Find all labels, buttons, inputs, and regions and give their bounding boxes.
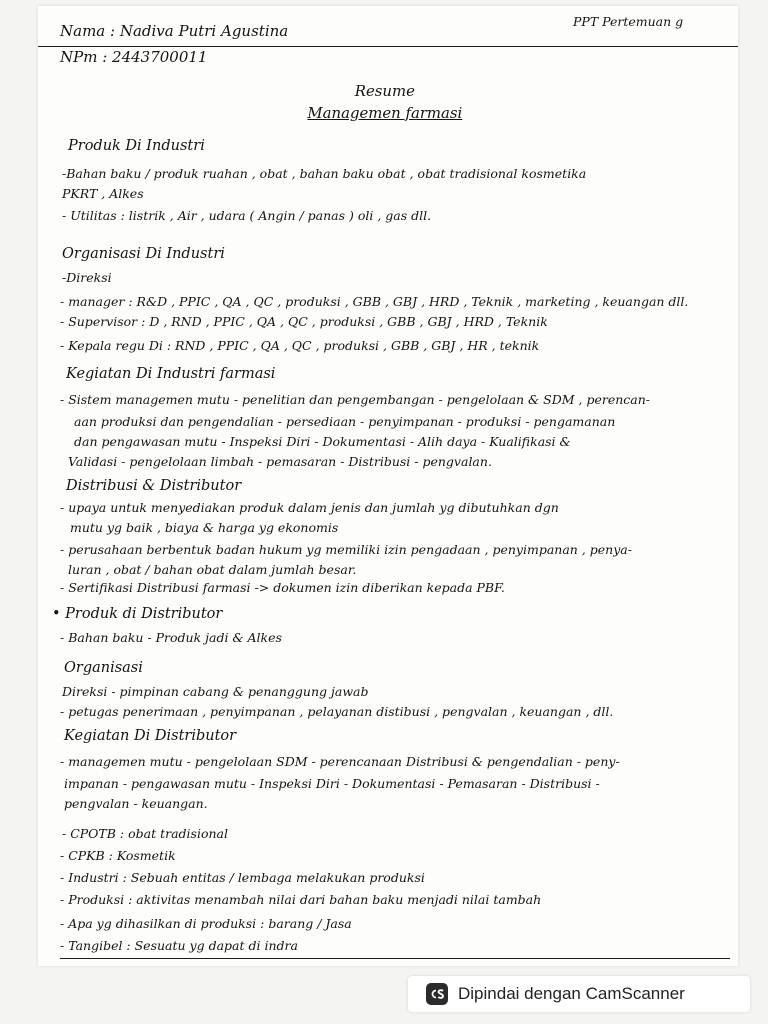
text-line: - manager : R&D , PPIC , QA , QC , produksi , GBB , GBJ , HRD , Teknik , marketing , keuangan dll. [60, 294, 689, 309]
text-line: - Utilitas : listrik , Air , udara ( Angin / panas ) oli , gas dll. [62, 208, 432, 223]
scanned-page [38, 6, 738, 966]
camscanner-watermark-text: Dipindai dengan CamScanner [458, 984, 685, 1003]
text-line: - perusahaan berbentuk badan hukum yg memiliki izin pengadaan , penyimpanan , penya- [60, 542, 632, 557]
text-line: PKRT , Alkes [62, 186, 144, 201]
heading-distribusi: Distribusi & Distributor [66, 478, 242, 494]
text-line: Validasi - pengelolaan limbah - pemasaran - Distribusi - pengvalan. [68, 454, 492, 469]
text-line: aan produksi dan pengendalian - persediaan - penyimpanan - produksi - pengamanan [74, 414, 616, 429]
text-line: - Sertifikasi Distribusi farmasi -> dokumen izin diberikan kepada PBF. [60, 580, 505, 595]
bottom-rule [60, 958, 730, 959]
heading-kegiatan-industri: Kegiatan Di Industri farmasi [66, 366, 276, 382]
text-line: - CPOTB : obat tradisional [62, 826, 228, 841]
text-line: - upaya untuk menyediakan produk dalam jenis dan jumlah yg dibutuhkan dgn [60, 500, 559, 515]
text-line: - Bahan baku - Produk jadi & Alkes [60, 630, 282, 645]
text-line: impanan - pengawasan mutu - Inspeksi Diri - Dokumentasi - Pemasaran - Distribusi - [64, 776, 600, 791]
text-line: Direksi - pimpinan cabang & penanggung jawab [62, 684, 369, 699]
student-npm: NPm : 2443700011 [60, 48, 208, 66]
text-line: - Supervisor : D , RND , PPIC , QA , QC , produksi , GBB , GBJ , HRD , Teknik [60, 314, 548, 329]
heading-organisasi: Organisasi [64, 660, 143, 676]
text-line: luran , obat / bahan obat dalam jumlah besar. [68, 562, 357, 577]
title-subject: Managemen farmasi [307, 104, 463, 122]
text-line: - Kepala regu Di : RND , PPIC , QA , QC , produksi , GBB , GBJ , HR , teknik [60, 338, 540, 353]
text-line: - Tangibel : Sesuatu yg dapat di indra [60, 938, 298, 953]
text-line: - CPKB : Kosmetik [60, 848, 176, 863]
title-resume: Resume [354, 82, 415, 100]
text-line: mutu yg baik , biaya & harga yg ekonomis [70, 520, 339, 535]
text-line: - Produksi : aktivitas menambah nilai dari bahan baku menjadi nilai tambah [60, 892, 542, 907]
text-line: - Sistem managemen mutu - penelitian dan pengembangan - pengelolaan & SDM , perencan- [60, 392, 651, 407]
top-rule [38, 46, 738, 47]
heading-kegiatan-distributor: Kegiatan Di Distributor [64, 728, 237, 744]
camscanner-watermark [408, 976, 750, 1012]
camscanner-logo-icon [426, 983, 448, 1005]
text-line: - Apa yg dihasilkan di produksi : barang / Jasa [60, 916, 352, 931]
heading-organisasi-industri: Organisasi Di Industri [62, 246, 225, 262]
text-line: pengvalan - keuangan. [64, 796, 208, 811]
text-line: - Industri : Sebuah entitas / lembaga melakukan produksi [60, 870, 425, 885]
text-line: - managemen mutu - pengelolaan SDM - perencanaan Distribusi & pengendalian - peny- [60, 754, 620, 769]
student-name: Nama : Nadiva Putri Agustina [60, 22, 289, 40]
text-line: - petugas penerimaan , penyimpanan , pelayanan distibusi , pengvalan , keuangan , dll. [60, 704, 614, 719]
heading-produk-distributor: • Produk di Distributor [52, 606, 223, 622]
text-line: dan pengawasan mutu - Inspeksi Diri - Dokumentasi - Alih daya - Kualifikasi & [74, 434, 571, 449]
text-line: -Direksi [62, 270, 112, 285]
text-line: -Bahan baku / produk ruahan , obat , bahan baku obat , obat tradisional kosmetika [62, 166, 587, 181]
meeting-label: PPT Pertemuan g [573, 14, 684, 29]
heading-produk-industri: Produk Di Industri [68, 138, 205, 154]
